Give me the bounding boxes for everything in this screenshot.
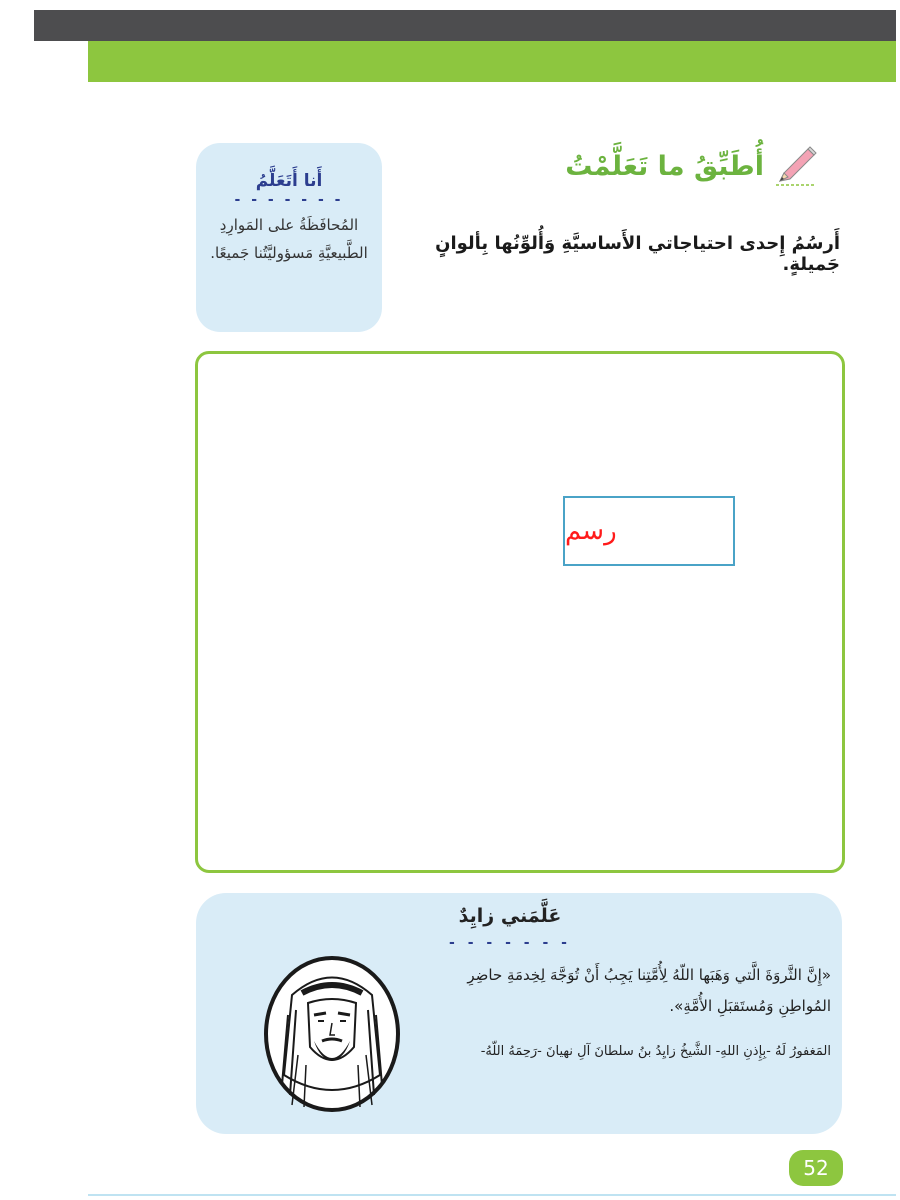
drawing-label-box[interactable] [563, 496, 735, 566]
drawing-label: رسم [565, 516, 617, 546]
info-card [196, 143, 382, 332]
section-title: أُطَبِّقُ ما تَعَلَّمْتُ [565, 150, 764, 182]
drawing-area[interactable] [195, 351, 845, 873]
quote-card-title: عَلَّمَني زايِدٌ [458, 905, 562, 927]
sheikh-zayed-portrait-icon [262, 955, 402, 1113]
top-header-bar [34, 10, 896, 41]
instruction-text: أَرسُمُ إِحدى احتياجاتي الأَساسيَّةِ وَأُلوِّنُها بِألوانٍ جَميلةٍ. [435, 233, 840, 275]
info-card-text: المُحافَظَةُ على المَوارِدِ الطَّبيعيَّةِ مَسؤوليَّتُنا جَميعًا. [210, 216, 368, 262]
quote-title-underline-dashes: - - - - - - - [449, 935, 571, 951]
section-heading [565, 143, 818, 189]
info-card-title: أَنا أَتَعَلَّمُ [255, 171, 323, 191]
pencil-icon [772, 143, 818, 189]
page-number-badge: 52 [789, 1150, 843, 1186]
quote-text: «إِنَّ الثَّروَةَ الَّتي وَهَبَها اللّهُ لِأُمَّتِنا يَجِبُ أَنْ تُوَجَّهَ لِخِدمَةِ حاضِرِ المُواطِنِ وَمُستَقبَلِ الأُمَّةِ». [467, 966, 831, 1015]
green-header-band [88, 41, 896, 82]
bottom-divider [88, 1194, 896, 1196]
quote-attribution: المَغفورُ لَهُ -بِإِذنِ اللهِ- الشَّيخُ زايِدُ بنُ سلطانَ آلِ نهيانَ -رَحِمَهُ اللّهُ- [480, 1044, 831, 1059]
title-underline-dashes: - - - - - - - [234, 192, 344, 208]
